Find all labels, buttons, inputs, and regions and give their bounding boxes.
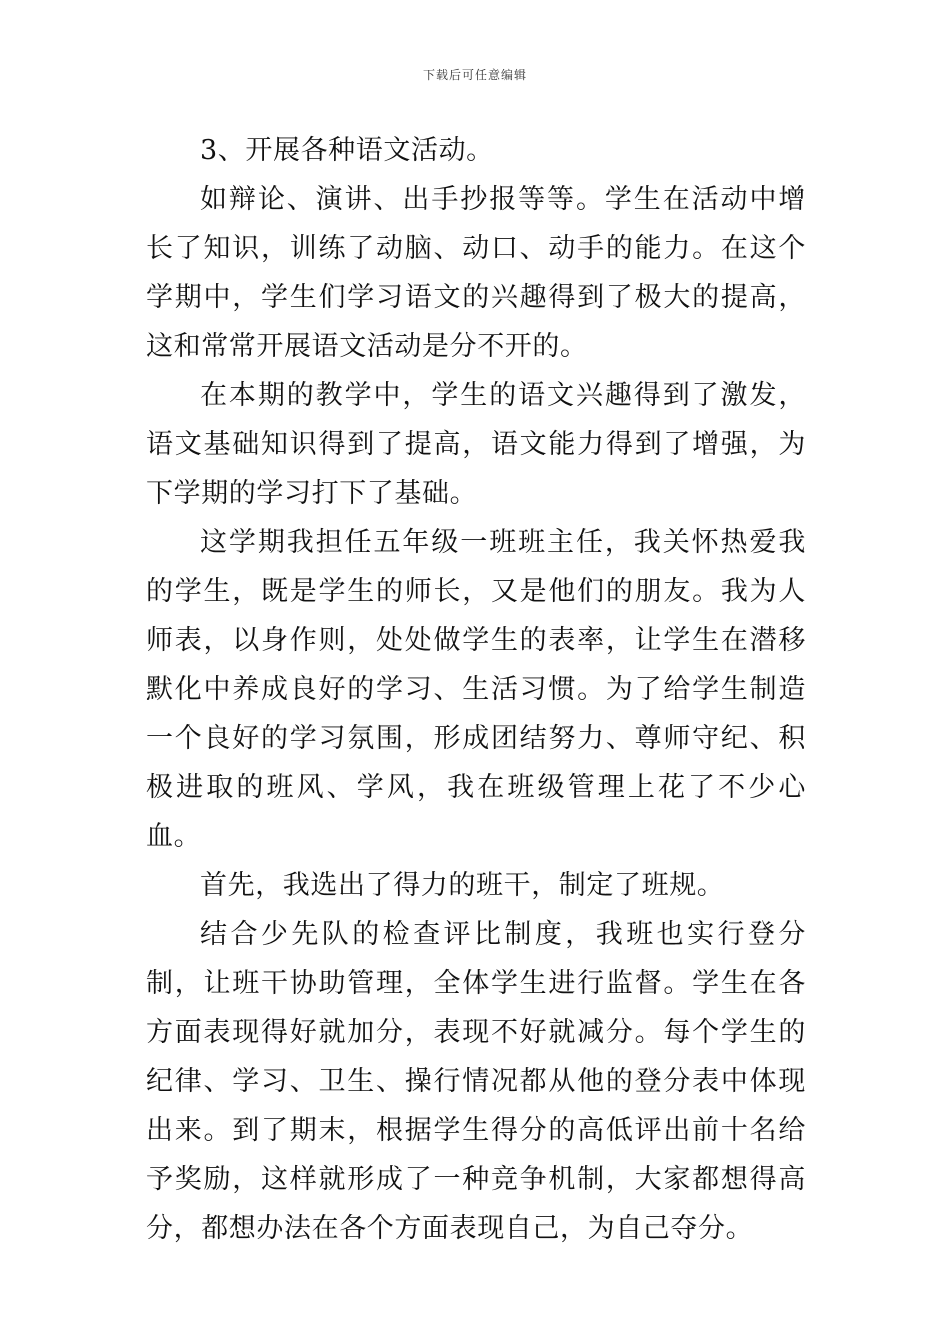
- header-note: 下载后可任意编辑: [422, 68, 527, 82]
- paragraph-points-system: 结合少先队的检查评比制度，我班也实行登分制，让班干协助管理，全体学生进行监督。学生在各方面表现得好就加分，表现不好就减分。每个学生的纪律、学习、卫生、操行情况都从他的登分表中体现出来。到了期末，根据学生得分的高低评出前十名给予奖励，这样就形成了一种竞争机制，大家都想得高分，都想办法在各个方面表现自己，为自己夺分。: [146, 919, 806, 1244]
- paragraph-class-teacher: 这学期我担任五年级一班班主任，我关怀热爱我的学生，既是学生的师长，又是他们的朋友。我为人师表，以身作则，处处做学生的表率，让学生在潜移默化中养成良好的学习、生活习惯。为了给学生制造一个良好的学习氛围，形成团结努力、尊师守纪、积极进取的班风、学风，我在班级管理上花了不少心血。: [146, 527, 806, 852]
- paragraph-activities-heading: 3、开展各种语文活动。: [200, 135, 494, 166]
- paragraph-term-summary: 在本期的教学中，学生的语文兴趣得到了激发，语文基础知识得到了提高，语文能力得到了增强，为下学期的学习打下了基础。: [146, 380, 806, 509]
- document-body: [146, 126, 806, 1253]
- paragraph-activities-detail: 如辩论、演讲、出手抄报等等。学生在活动中增长了知识，训练了动脑、动口、动手的能力。在这个学期中，学生们学习语文的兴趣得到了极大的提高，这和常常开展语文活动是分不开的。: [146, 184, 806, 362]
- paragraph-class-cadres: 首先，我选出了得力的班干，制定了班规。: [200, 870, 725, 901]
